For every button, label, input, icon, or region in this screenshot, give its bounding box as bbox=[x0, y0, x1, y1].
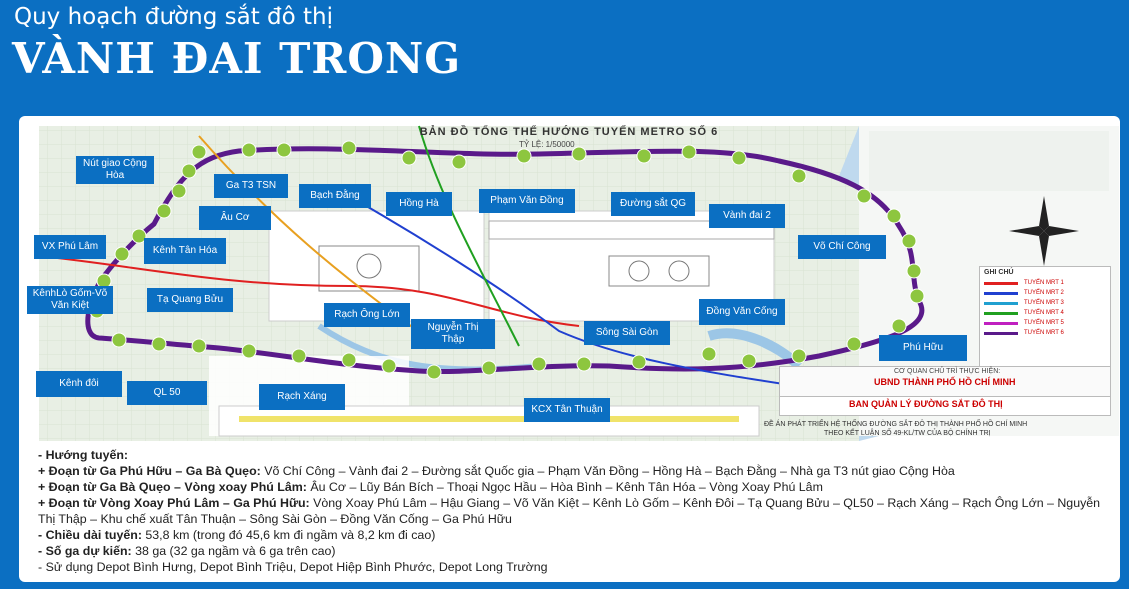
length-text: 53,8 km (trong đó 45,6 km đi ngầm và 8,2 km đi cao) bbox=[141, 528, 436, 542]
legend-label: TUYẾN MRT 3 bbox=[1024, 300, 1064, 306]
station-label-rach-xang[interactable]: Rạch Xáng bbox=[259, 384, 345, 410]
legend-item bbox=[980, 278, 1110, 288]
header-subtitle: Quy hoạch đường sắt đô thị bbox=[14, 4, 333, 30]
board-name: BAN QUẢN LÝ ĐƯỜNG SẮT ĐÔ THỊ bbox=[849, 399, 1003, 409]
station-label-ga-t3-tsn[interactable]: Ga T3 TSN bbox=[214, 174, 288, 198]
content-card bbox=[19, 116, 1120, 582]
map-legend bbox=[979, 266, 1111, 368]
station-label-rach-ong-lon[interactable]: Rạch Ông Lớn bbox=[324, 303, 410, 327]
legend-title: GHI CHÚ bbox=[984, 269, 1014, 276]
legend-swatch bbox=[984, 322, 1018, 325]
legend-swatch bbox=[984, 282, 1018, 285]
stamp-authority: UBND THÀNH PHỐ HỒ CHÍ MINH bbox=[874, 377, 1016, 387]
legend-swatch bbox=[984, 302, 1018, 305]
station-label-pham-van-dong[interactable]: Phạm Văn Đồng bbox=[479, 189, 575, 213]
segment-3-label: + Đoạn từ Vòng Xoay Phú Lâm – Ga Phú Hữu: bbox=[38, 496, 310, 510]
station-label-bach-dang[interactable]: Bạch Đằng bbox=[299, 184, 371, 208]
legend-label: TUYẾN MRT 5 bbox=[1024, 320, 1064, 326]
station-label-nguyen-thi-thap[interactable]: Nguyễn Thị Thập bbox=[411, 319, 495, 349]
station-label-vo-chi-cong[interactable]: Võ Chí Công bbox=[798, 235, 886, 259]
legend-label: TUYẾN MRT 4 bbox=[1024, 310, 1064, 316]
route-details bbox=[38, 447, 1118, 575]
depot-text: - Sử dụng Depot Bình Hưng, Depot Bình Triệu, Depot Hiệp Bình Phước, Depot Long Trường bbox=[38, 560, 548, 574]
station-label-dong-van-cong[interactable]: Đồng Văn Cống bbox=[699, 299, 785, 325]
legend-swatch bbox=[984, 292, 1018, 295]
legend-item bbox=[980, 288, 1110, 298]
segment-1-label: + Đoạn từ Ga Phú Hữu – Ga Bà Quẹo: bbox=[38, 464, 261, 478]
project-title: ĐỀ ÁN PHÁT TRIỂN HỆ THỐNG ĐƯỜNG SẮT ĐÔ THỊ THÀNH PHỐ HỒ CHÍ MINH bbox=[764, 421, 1028, 428]
segment-2-label: + Đoạn từ Ga Bà Quẹo – Vòng xoay Phú Lâm: bbox=[38, 480, 307, 494]
project-subtitle: THEO KẾT LUẬN SỐ 49-KL/TW CỦA BỘ CHÍNH TRỊ bbox=[824, 430, 991, 437]
route-heading: - Hướng tuyến: bbox=[38, 448, 129, 462]
station-label-hong-ha[interactable]: Hồng Hà bbox=[386, 192, 452, 216]
legend-swatch bbox=[984, 332, 1018, 335]
station-label-kcx-tan-thuan[interactable]: KCX Tân Thuận bbox=[524, 398, 610, 422]
legend-label: TUYẾN MRT 1 bbox=[1024, 280, 1064, 286]
station-label-vx-phu-lam[interactable]: VX Phú Lâm bbox=[34, 235, 106, 259]
length-label: - Chiều dài tuyến: bbox=[38, 528, 142, 542]
legend-item bbox=[980, 318, 1110, 328]
legend-swatch bbox=[984, 312, 1018, 315]
legend-item bbox=[980, 308, 1110, 318]
station-label-kenh-lo-gom[interactable]: KênhLò Gốm-Võ Văn Kiệt bbox=[27, 286, 113, 314]
stations-text: 38 ga (32 ga ngầm và 6 ga trên cao) bbox=[131, 544, 336, 558]
station-label-duong-sat-qg[interactable]: Đường sắt QG bbox=[611, 192, 695, 216]
map-scale: TỶ LỆ: 1/50000 bbox=[519, 140, 575, 149]
station-label-ql50[interactable]: QL 50 bbox=[127, 381, 207, 405]
station-label-phu-huu[interactable]: Phú Hữu bbox=[879, 335, 967, 361]
station-label-song-sai-gon[interactable]: Sông Sài Gòn bbox=[584, 321, 670, 345]
legend-item bbox=[980, 298, 1110, 308]
station-label-nut-giao-cong-hoa[interactable]: Nút giao Cộng Hòa bbox=[76, 156, 154, 184]
metro-map[interactable] bbox=[19, 116, 1120, 446]
segment-1-text: Võ Chí Công – Vành đai 2 – Đường sắt Quốc gia – Phạm Văn Đồng – Hồng Hà – Bạch Đằng – Nhà ga T3 nút giao Cộng Hòa bbox=[260, 464, 955, 478]
segment-3-text: Vòng Xoay Phú Lâm – Hậu Giang – Võ Văn Kiệt – Kênh Lò Gốm – Kênh Đôi – Tạ Quang Bửu – QL50 – Rạch Xáng – Rạch Ông Lớn – Nguyễn Thị Thập – Khu chế xuất Tân Thuận – Sông Sài Gòn – Đồng Văn Cống – Ga Phú Hữu bbox=[38, 496, 1101, 526]
station-label-ta-quang-buu[interactable]: Tạ Quang Bửu bbox=[147, 288, 233, 312]
compass-icon bbox=[1009, 196, 1079, 266]
segment-2-text: Âu Cơ – Lũy Bán Bích – Thoại Ngọc Hầu – Hòa Bình – Kênh Tân Hóa – Vòng Xoay Phú Lâm bbox=[306, 480, 823, 494]
legend-label: TUYẾN MRT 6 bbox=[1024, 330, 1064, 336]
stamp-caption: CƠ QUAN CHỦ TRÌ THỰC HIỆN: bbox=[894, 368, 1001, 375]
stations-label: - Số ga dự kiến: bbox=[38, 544, 132, 558]
station-label-kenh-tan-hoa[interactable]: Kênh Tân Hóa bbox=[144, 238, 226, 264]
station-label-vanh-dai-2[interactable]: Vành đai 2 bbox=[709, 204, 785, 228]
page-title: VÀNH ĐAI TRONG bbox=[12, 34, 462, 83]
station-label-kenh-doi[interactable]: Kênh đôi bbox=[36, 371, 122, 397]
legend-label: TUYẾN MRT 2 bbox=[1024, 290, 1064, 296]
station-label-au-co[interactable]: Âu Cơ bbox=[199, 206, 271, 230]
map-heading: BẢN ĐỒ TỔNG THỂ HƯỚNG TUYẾN METRO SỐ 6 bbox=[419, 126, 719, 138]
legend-item bbox=[980, 328, 1110, 338]
